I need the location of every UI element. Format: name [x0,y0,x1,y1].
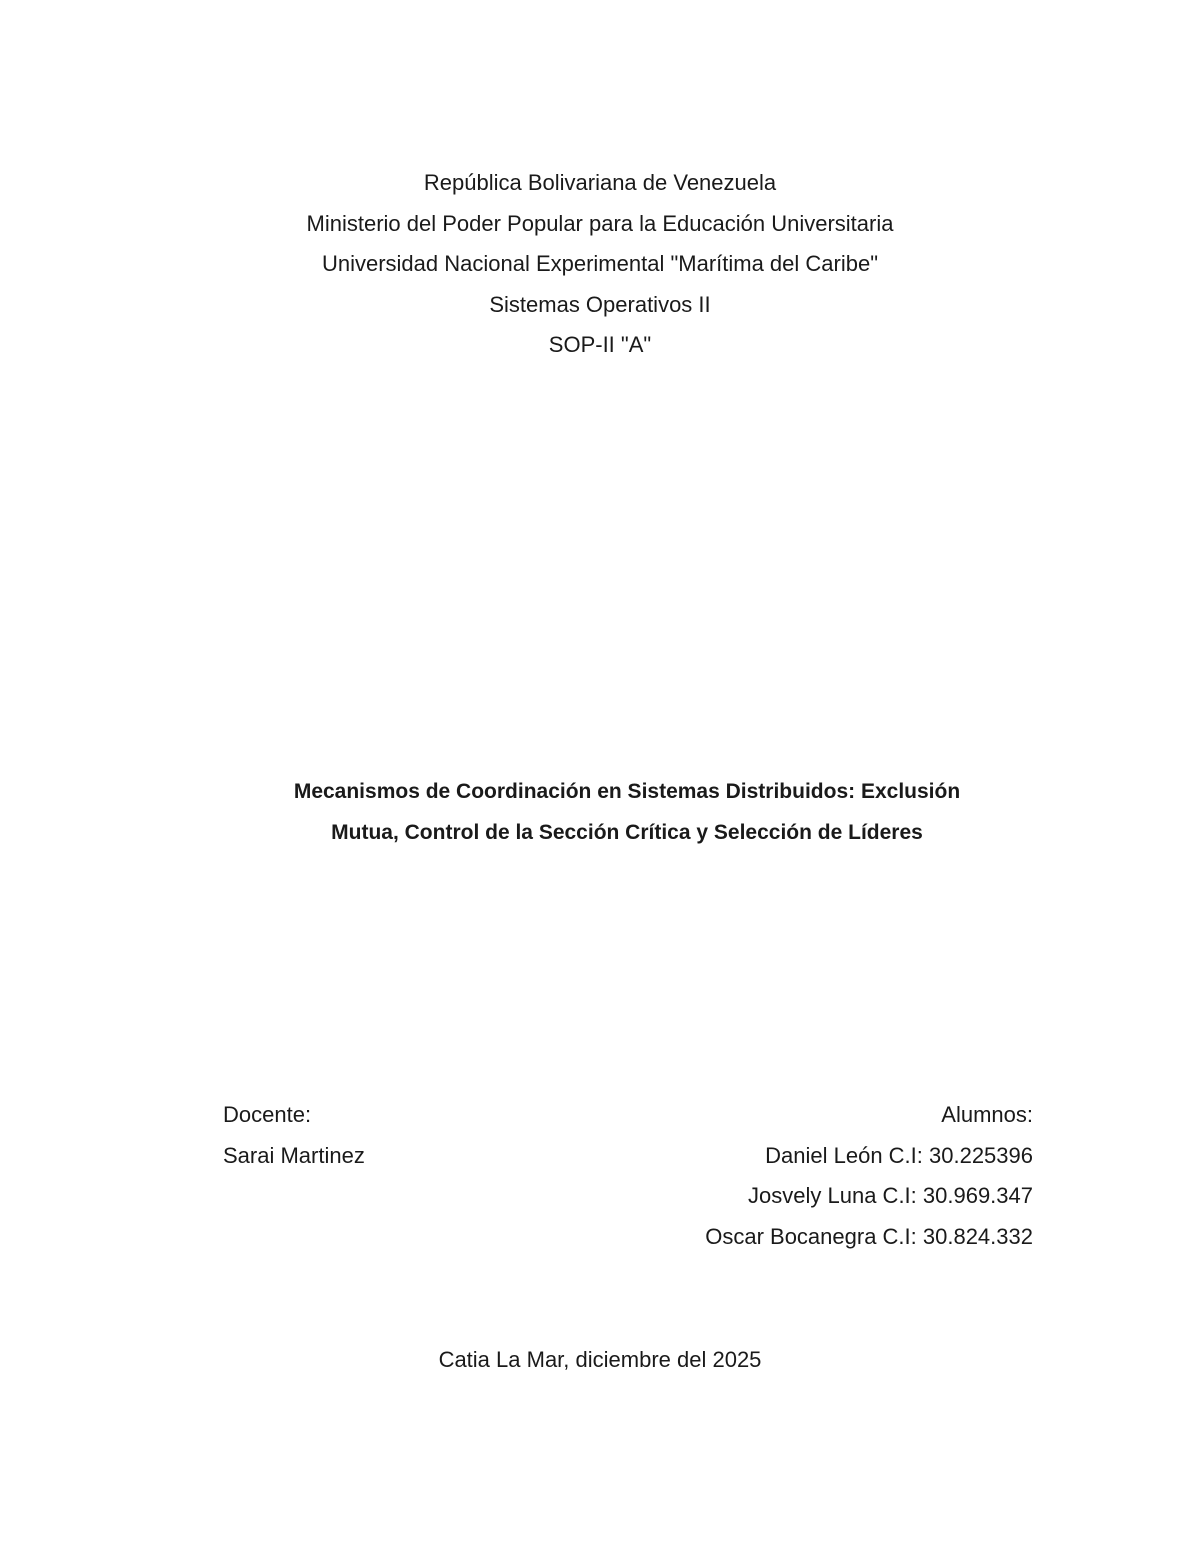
student-item: Daniel León C.I: 30.225396 [765,1142,1033,1168]
title-line-1: Mecanismos de Coordinación en Sistemas Distribuidos: Exclusión [293,780,961,803]
header-country: República Bolivariana de Venezuela [423,170,777,195]
teacher-label: Docente: [223,1102,312,1127]
student-item: Oscar Bocanegra C.I: 30.824.332 [705,1223,1033,1249]
institution-header [0,163,1200,366]
student-item: Josvely Luna C.I: 30.969.347 [748,1183,1033,1208]
students-block [533,1095,1033,1257]
place-date: Catia La Mar, diciembre del 2025 [438,1347,762,1372]
title-line-2: Mutua, Control de la Sección Crítica y Selección de Líderes [331,821,923,844]
header-ministry: Ministerio del Poder Popular para la Educación Universitaria [306,210,894,236]
header-section: SOP-II "A" [548,332,652,357]
header-course: Sistemas Operativos II [489,291,711,317]
header-university: Universidad Nacional Experimental "Marítima del Caribe" [321,251,879,276]
document-title [200,771,1054,853]
students-label: Alumnos: [941,1102,1033,1127]
teacher-name: Sarai Martinez [223,1142,365,1168]
place-date-footer [0,1340,1200,1380]
